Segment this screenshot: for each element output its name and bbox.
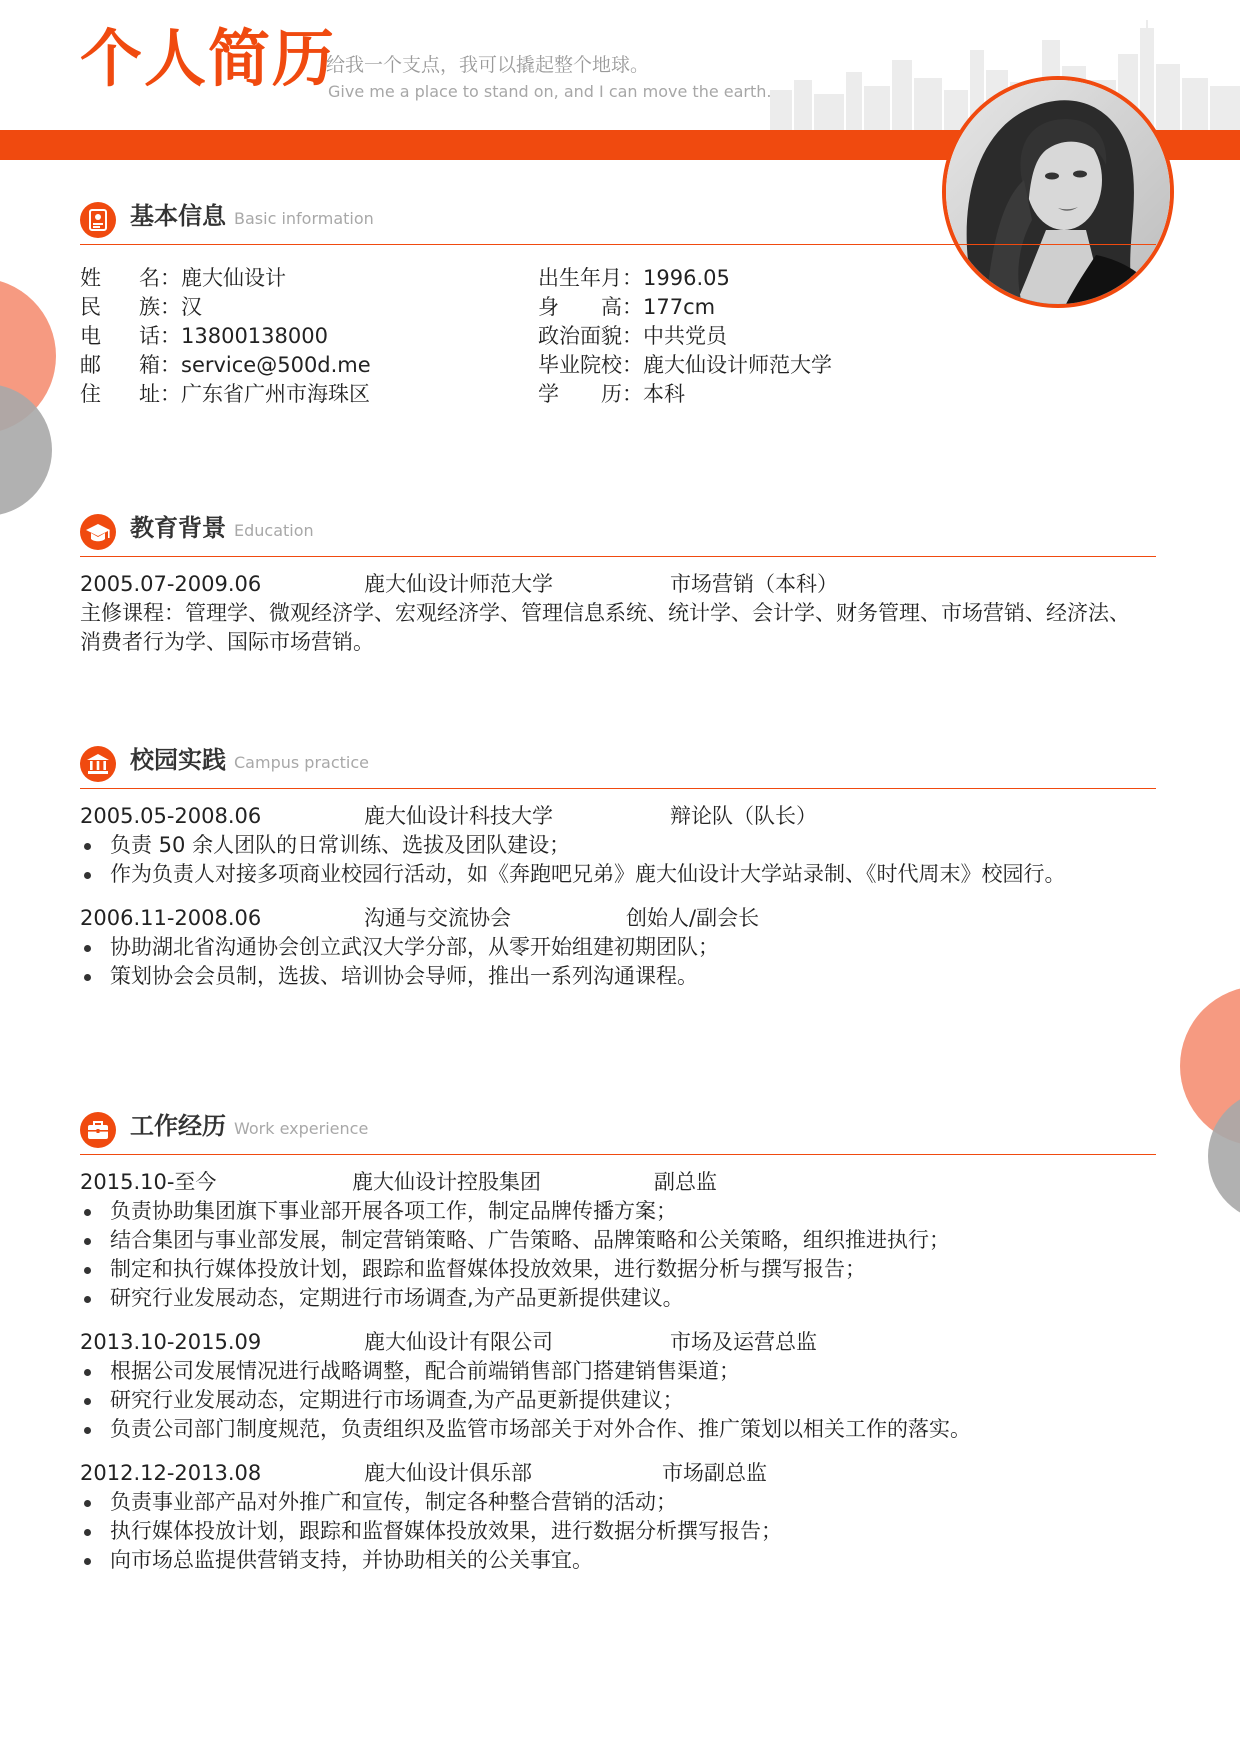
list-item: 研究行业发展动态，定期进行市场调查,为产品更新提供建议。 xyxy=(80,1284,950,1313)
work-entry-1-role: 副总监 xyxy=(654,1170,717,1194)
list-item: 协助湖北省沟通协会创立武汉大学分部，从零开始组建初期团队； xyxy=(80,933,719,962)
work-entry-3-bullets xyxy=(80,1488,782,1575)
campus-entry-2-date: 2006.11-2008.06 xyxy=(80,906,262,930)
section-title-en: Work experience xyxy=(234,1119,369,1138)
work-entry-1-date: 2015.10-至今 xyxy=(80,1170,217,1194)
campus-entry-1-org: 鹿大仙设计科技大学 xyxy=(364,804,553,828)
slogan: 给我一个支点，我可以撬起整个地球。 xyxy=(326,54,650,76)
section-education xyxy=(80,508,1156,556)
section-title-en: Campus practice xyxy=(234,753,369,772)
work-entry-2-date: 2013.10-2015.09 xyxy=(80,1330,262,1354)
id-card-icon xyxy=(80,202,116,238)
bank-building-icon xyxy=(80,746,116,782)
section-divider xyxy=(80,244,1156,245)
list-item: 策划协会会员制，选拔、培训协会导师，推出一系列沟通课程。 xyxy=(80,962,719,991)
section-title: 工作经历 Work experience xyxy=(130,1112,369,1140)
decor-circle-left-gray xyxy=(0,384,52,516)
graduation-cap-icon xyxy=(80,514,116,550)
info-political: 政治面貌：中共党员 xyxy=(538,324,727,348)
info-degree: 学历：本科 xyxy=(538,382,685,406)
section-basic-info xyxy=(80,196,1156,244)
resume-title: 个人简历 xyxy=(80,22,337,95)
campus-entry-1-role: 辩论队（队长） xyxy=(670,804,817,828)
info-phone: 电话：13800138000 xyxy=(80,324,328,348)
section-title: 校园实践 Campus practice xyxy=(130,746,369,774)
section-work xyxy=(80,1106,1156,1154)
education-date: 2005.07-2009.06 xyxy=(80,572,262,596)
work-entry-3-role: 市场副总监 xyxy=(662,1461,767,1485)
work-entry-3-org: 鹿大仙设计俱乐部 xyxy=(364,1461,532,1485)
education-courses-line-1: 主修课程：管理学、微观经济学、宏观经济学、管理信息系统、统计学、会计学、财务管理、市场营销、经济法、 xyxy=(80,601,1130,625)
work-entry-2-org: 鹿大仙设计有限公司 xyxy=(364,1330,553,1354)
list-item: 负责公司部门制度规范，负责组织及监管市场部关于对外合作、推广策划以相关工作的落实。 xyxy=(80,1415,971,1444)
info-ethnicity: 民族：汉 xyxy=(80,295,202,319)
section-campus xyxy=(80,740,1156,788)
education-major: 市场营销（本科） xyxy=(670,572,838,596)
info-name: 姓名：鹿大仙设计 xyxy=(80,266,286,290)
work-entry-3-date: 2012.12-2013.08 xyxy=(80,1461,262,1485)
section-divider xyxy=(80,1154,1156,1155)
education-school: 鹿大仙设计师范大学 xyxy=(364,572,553,596)
campus-entry-1-date: 2005.05-2008.06 xyxy=(80,804,262,828)
education-courses-line-2: 消费者行为学、国际市场营销。 xyxy=(80,630,374,654)
section-title: 教育背景 Education xyxy=(130,514,314,542)
section-divider xyxy=(80,788,1156,789)
work-entry-2-role: 市场及运营总监 xyxy=(670,1330,817,1354)
campus-entry-2-bullets xyxy=(80,933,719,991)
profile-photo xyxy=(942,76,1174,308)
work-entry-1-bullets xyxy=(80,1197,950,1313)
info-birth: 出生年月：1996.05 xyxy=(538,266,730,290)
list-item: 负责协助集团旗下事业部开展各项工作，制定品牌传播方案； xyxy=(80,1197,950,1226)
section-title: 基本信息 Basic information xyxy=(130,202,374,230)
campus-entry-1-bullets xyxy=(80,831,1066,889)
portrait-image xyxy=(946,80,1170,304)
list-item: 负责 50 余人团队的日常训练、选拔及团队建设； xyxy=(80,831,1066,860)
section-title-en: Basic information xyxy=(234,209,374,228)
briefcase-icon xyxy=(80,1112,116,1148)
list-item: 研究行业发展动态，定期进行市场调查,为产品更新提供建议； xyxy=(80,1386,971,1415)
info-school: 毕业院校：鹿大仙设计师范大学 xyxy=(538,353,832,377)
list-item: 负责事业部产品对外推广和宣传，制定各种整合营销的活动； xyxy=(80,1488,782,1517)
list-item: 作为负责人对接多项商业校园行活动，如《奔跑吧兄弟》鹿大仙设计大学站录制、《时代周末》校园行。 xyxy=(80,860,1066,889)
campus-entry-2-org: 沟通与交流协会 xyxy=(364,906,511,930)
info-email: 邮箱：service@500d.me xyxy=(80,353,371,377)
list-item: 制定和执行媒体投放计划，跟踪和监督媒体投放效果，进行数据分析与撰写报告； xyxy=(80,1255,950,1284)
info-height: 身高：177cm xyxy=(538,295,716,319)
list-item: 结合集团与事业部发展，制定营销策略、广告策略、品牌策略和公关策略，组织推进执行； xyxy=(80,1226,950,1255)
list-item: 向市场总监提供营销支持，并协助相关的公关事宜。 xyxy=(80,1546,782,1575)
campus-entry-2-role: 创始人/副会长 xyxy=(626,906,760,930)
info-address: 住址：广东省广州市海珠区 xyxy=(80,382,370,406)
section-divider xyxy=(80,556,1156,557)
slogan-en: Give me a place to stand on, and I can move the earth. xyxy=(328,82,772,101)
section-title-en: Education xyxy=(234,521,314,540)
work-entry-2-bullets xyxy=(80,1357,971,1444)
list-item: 执行媒体投放计划，跟踪和监督媒体投放效果，进行数据分析撰写报告； xyxy=(80,1517,782,1546)
work-entry-1-org: 鹿大仙设计控股集团 xyxy=(352,1170,541,1194)
list-item: 根据公司发展情况进行战略调整，配合前端销售部门搭建销售渠道； xyxy=(80,1357,971,1386)
